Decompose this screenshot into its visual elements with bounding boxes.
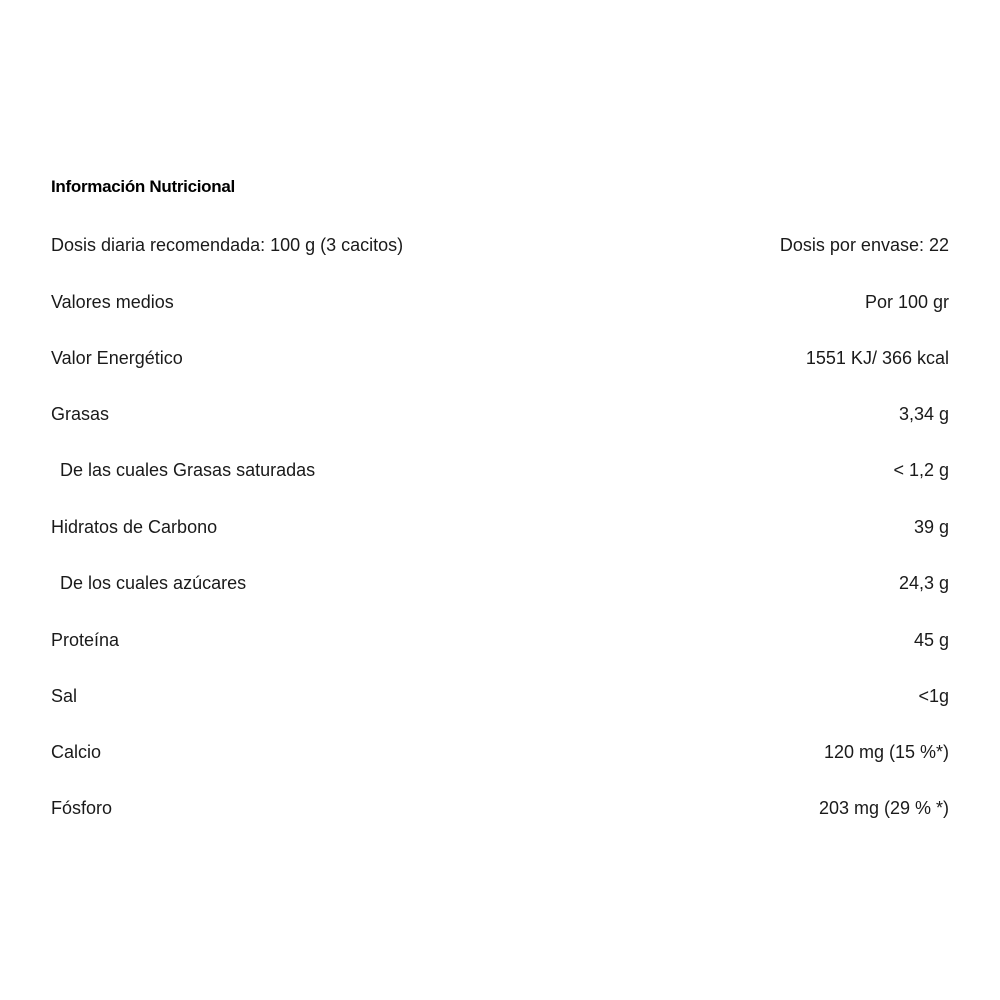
row-label: Sal xyxy=(51,686,78,706)
row-value: < 1,2 g xyxy=(893,460,949,480)
nutrition-row-sugars xyxy=(51,570,949,596)
row-label: Valor Energético xyxy=(51,348,183,368)
nutrition-row-average-values xyxy=(51,289,949,315)
nutrition-row-saturated-fats xyxy=(51,457,949,483)
row-value: Dosis por envase: 22 xyxy=(779,235,949,255)
row-value: Por 100 gr xyxy=(864,292,949,312)
row-value: 3,34 g xyxy=(898,404,949,424)
nutrition-row-daily-dose xyxy=(51,232,949,258)
nutrition-row-protein xyxy=(51,627,949,653)
row-label: Dosis diaria recomendada: 100 g (3 cacitos) xyxy=(51,235,404,255)
nutrition-row-fats xyxy=(51,401,949,427)
nutrition-row-phosphorus xyxy=(51,795,949,821)
row-label: Fósforo xyxy=(51,798,113,818)
row-label: Proteína xyxy=(51,630,120,650)
row-value: 120 mg (15 %*) xyxy=(823,742,949,762)
row-value: 1551 KJ/ 366 kcal xyxy=(805,348,949,368)
row-label: Grasas xyxy=(51,404,110,424)
row-value: 39 g xyxy=(913,517,949,537)
row-label: Valores medios xyxy=(51,292,174,312)
row-label: De las cuales Grasas saturadas xyxy=(60,460,316,480)
nutrition-row-carbohydrates xyxy=(51,514,949,540)
row-label: De los cuales azúcares xyxy=(60,573,247,593)
nutrition-row-energy xyxy=(51,345,949,371)
row-label: Hidratos de Carbono xyxy=(51,517,218,537)
row-value: <1g xyxy=(918,686,949,706)
row-value: 24,3 g xyxy=(898,573,949,593)
nutrition-row-calcium xyxy=(51,739,949,765)
section-title: Información Nutricional xyxy=(51,177,235,196)
row-label: Calcio xyxy=(51,742,102,762)
row-value: 203 mg (29 % *) xyxy=(818,798,949,818)
nutrition-row-salt xyxy=(51,683,949,709)
row-value: 45 g xyxy=(913,630,949,650)
